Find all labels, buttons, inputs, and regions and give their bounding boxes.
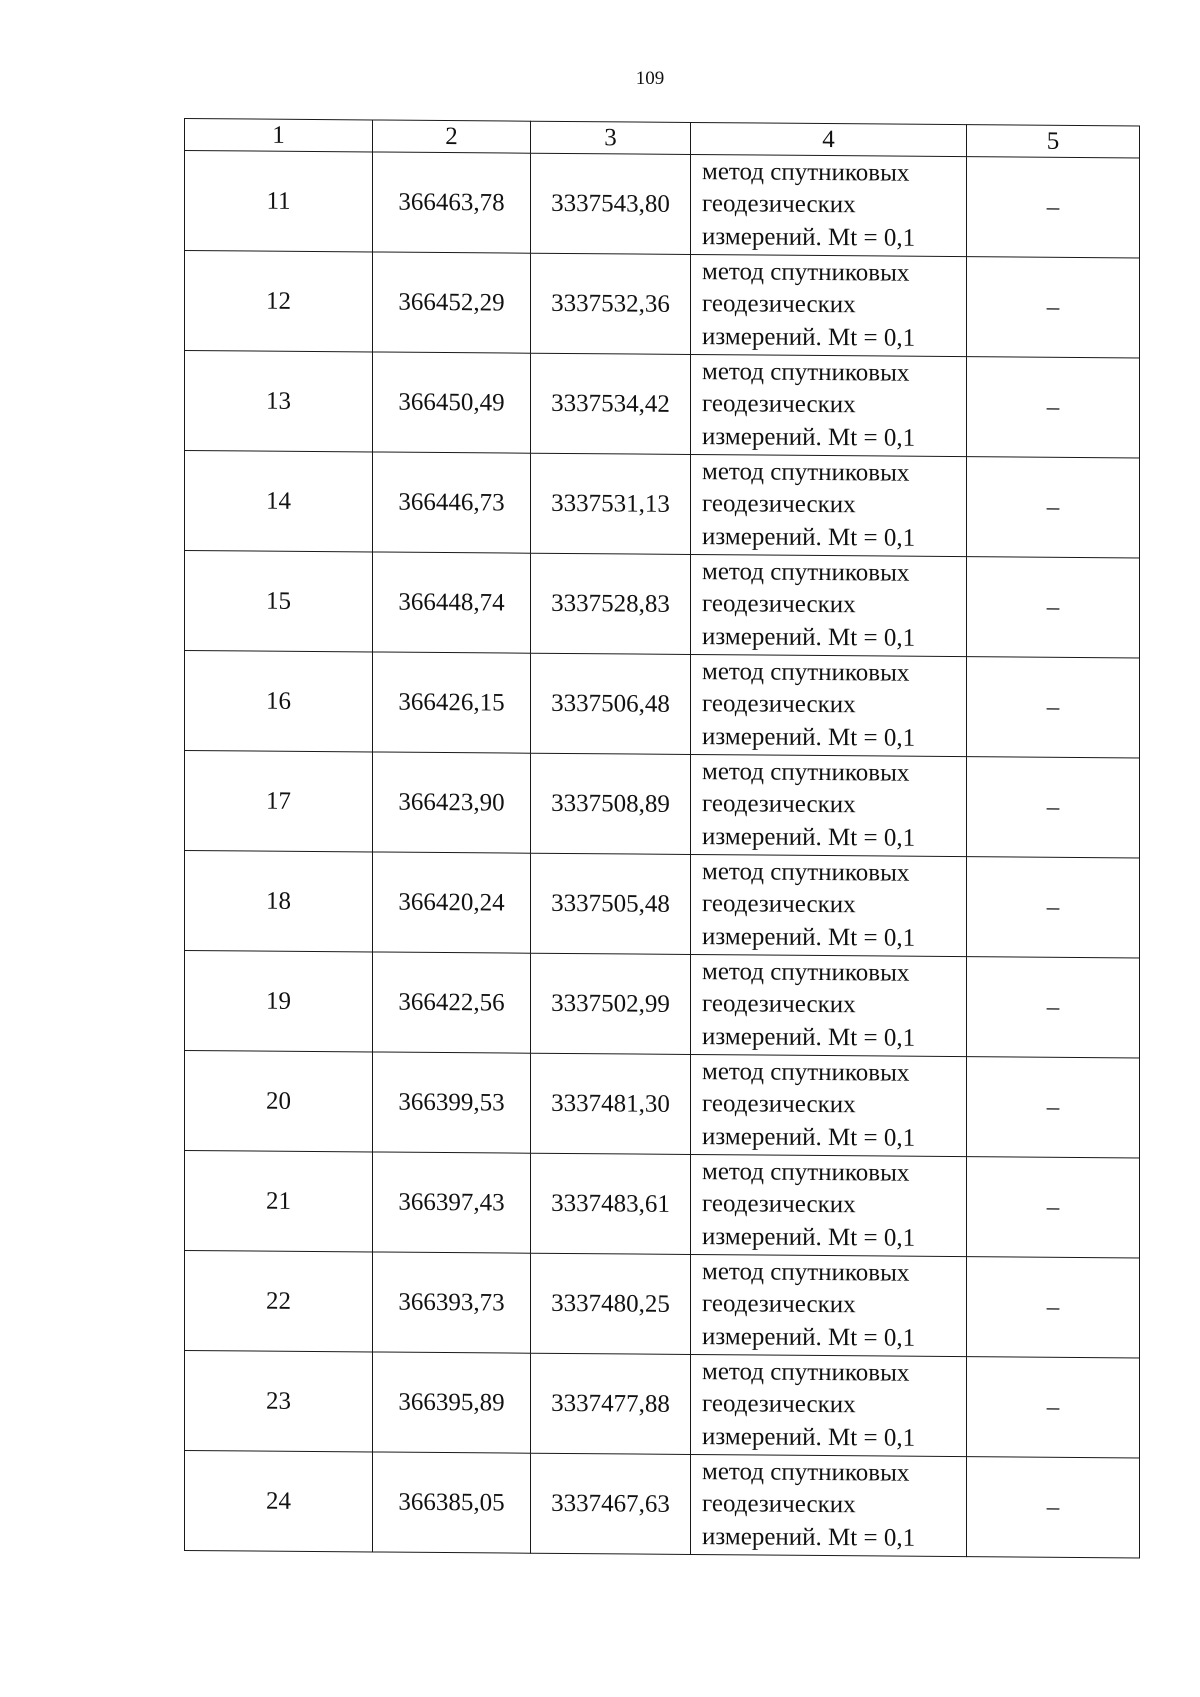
x-coordinate-cell: 366393,73	[373, 1252, 531, 1353]
point-number-cell: 24	[185, 1451, 373, 1552]
x-coordinate-cell: 366395,89	[373, 1352, 531, 1453]
method-line: геодезических	[702, 1390, 856, 1419]
note-cell: –	[967, 157, 1140, 258]
method-cell	[691, 1054, 967, 1156]
method-cell	[691, 354, 967, 456]
x-coordinate-cell: 366423,90	[373, 752, 531, 853]
method-line: геодезических	[702, 890, 856, 919]
method-cell	[691, 454, 967, 556]
note-cell: –	[967, 257, 1140, 358]
method-line: измерений. Mt = 0,1	[702, 322, 916, 352]
header-col-5: 5	[967, 125, 1140, 158]
table-body	[185, 151, 1140, 1559]
method-line: измерений. Mt = 0,1	[702, 1422, 916, 1452]
table-row	[185, 751, 1140, 859]
note-cell: –	[967, 957, 1140, 1058]
point-number-cell: 12	[185, 251, 373, 352]
note-cell: –	[967, 657, 1140, 758]
y-coordinate-cell: 3337502,99	[531, 953, 691, 1054]
y-coordinate-cell: 3337543,80	[531, 153, 691, 254]
page-number: 109	[635, 68, 665, 89]
method-line: метод спутниковых	[702, 1457, 910, 1487]
table-row	[185, 651, 1140, 759]
method-line: измерений. Mt = 0,1	[702, 1222, 916, 1252]
method-cell	[691, 1254, 967, 1356]
method-line: метод спутниковых	[702, 857, 910, 887]
point-number-cell: 16	[185, 651, 373, 752]
method-line: измерений. Mt = 0,1	[702, 422, 916, 452]
method-line: метод спутниковых	[702, 457, 910, 487]
x-coordinate-cell: 366385,05	[373, 1452, 531, 1553]
method-line: метод спутниковых	[702, 757, 910, 787]
table-row	[185, 1251, 1140, 1359]
table-row	[185, 151, 1140, 259]
y-coordinate-cell: 3337483,61	[531, 1153, 691, 1254]
x-coordinate-cell: 366426,15	[373, 652, 531, 753]
x-coordinate-cell: 366452,29	[373, 252, 531, 353]
method-line: геодезических	[702, 990, 856, 1019]
method-line: метод спутниковых	[702, 1357, 910, 1387]
y-coordinate-cell: 3337532,36	[531, 253, 691, 354]
table-row	[185, 1351, 1140, 1459]
table-row	[185, 451, 1140, 559]
x-coordinate-cell: 366448,74	[373, 552, 531, 653]
point-number-cell: 20	[185, 1051, 373, 1152]
y-coordinate-cell: 3337534,42	[531, 353, 691, 454]
y-coordinate-cell: 3337508,89	[531, 753, 691, 854]
table-row	[185, 1451, 1140, 1559]
y-coordinate-cell: 3337477,88	[531, 1353, 691, 1454]
method-cell	[691, 1454, 967, 1556]
method-line: измерений. Mt = 0,1	[702, 522, 916, 552]
table-row	[185, 251, 1140, 359]
method-line: измерений. Mt = 0,1	[702, 922, 916, 952]
method-line: измерений. Mt = 0,1	[702, 622, 916, 652]
method-cell	[691, 1354, 967, 1456]
y-coordinate-cell: 3337481,30	[531, 1053, 691, 1154]
point-number-cell: 18	[185, 851, 373, 952]
table-row	[185, 951, 1140, 1059]
method-line: геодезических	[702, 1290, 856, 1319]
point-number-cell: 11	[185, 151, 373, 252]
method-line: измерений. Mt = 0,1	[702, 1522, 916, 1552]
point-number-cell: 17	[185, 751, 373, 852]
point-number-cell: 21	[185, 1151, 373, 1252]
method-cell	[691, 654, 967, 756]
note-cell: –	[967, 1457, 1140, 1558]
method-line: метод спутниковых	[702, 257, 910, 287]
x-coordinate-cell: 366420,24	[373, 852, 531, 953]
method-line: геодезических	[702, 390, 856, 419]
y-coordinate-cell: 3337506,48	[531, 653, 691, 754]
method-line: геодезических	[702, 190, 856, 219]
method-line: геодезических	[702, 1090, 856, 1119]
method-line: метод спутниковых	[702, 957, 910, 987]
table-row	[185, 851, 1140, 959]
point-number-cell: 22	[185, 1251, 373, 1352]
method-line: измерений. Mt = 0,1	[702, 1022, 916, 1052]
point-number-cell: 15	[185, 551, 373, 652]
method-line: геодезических	[702, 790, 856, 819]
coordinates-table	[184, 118, 1140, 1559]
note-cell: –	[967, 457, 1140, 558]
y-coordinate-cell: 3337480,25	[531, 1253, 691, 1354]
note-cell: –	[967, 1057, 1140, 1158]
method-cell	[691, 954, 967, 1056]
y-coordinate-cell: 3337528,83	[531, 553, 691, 654]
method-line: метод спутниковых	[702, 1157, 910, 1187]
x-coordinate-cell: 366463,78	[373, 152, 531, 253]
method-cell	[691, 854, 967, 956]
method-line: геодезических	[702, 490, 856, 519]
y-coordinate-cell: 3337467,63	[531, 1453, 691, 1554]
method-cell	[691, 754, 967, 856]
method-line: метод спутниковых	[702, 1057, 910, 1087]
table-row	[185, 351, 1140, 459]
point-number-cell: 23	[185, 1351, 373, 1452]
method-line: геодезических	[702, 690, 856, 719]
note-cell: –	[967, 757, 1140, 858]
header-col-1: 1	[185, 119, 373, 152]
method-line: измерений. Mt = 0,1	[702, 822, 916, 852]
x-coordinate-cell: 366422,56	[373, 952, 531, 1053]
note-cell: –	[967, 1257, 1140, 1358]
note-cell: –	[967, 1357, 1140, 1458]
note-cell: –	[967, 557, 1140, 658]
table-row	[185, 1151, 1140, 1259]
x-coordinate-cell: 366399,53	[373, 1052, 531, 1153]
x-coordinate-cell: 366446,73	[373, 452, 531, 553]
header-col-3: 3	[531, 121, 691, 154]
method-line: метод спутниковых	[702, 657, 910, 687]
note-cell: –	[967, 357, 1140, 458]
x-coordinate-cell: 366450,49	[373, 352, 531, 453]
point-number-cell: 19	[185, 951, 373, 1052]
note-cell: –	[967, 857, 1140, 958]
method-cell	[691, 254, 967, 356]
method-line: метод спутниковых	[702, 557, 910, 587]
method-line: измерений. Mt = 0,1	[702, 1322, 916, 1352]
method-line: геодезических	[702, 590, 856, 619]
method-line: геодезических	[702, 1190, 856, 1219]
header-col-2: 2	[373, 120, 531, 153]
y-coordinate-cell: 3337505,48	[531, 853, 691, 954]
method-line: метод спутниковых	[702, 157, 910, 187]
method-line: метод спутниковых	[702, 1257, 910, 1287]
header-col-4: 4	[691, 122, 967, 156]
point-number-cell: 14	[185, 451, 373, 552]
method-line: измерений. Mt = 0,1	[702, 722, 916, 752]
method-cell	[691, 554, 967, 656]
note-cell: –	[967, 1157, 1140, 1258]
method-line: геодезических	[702, 1490, 856, 1519]
method-line: измерений. Mt = 0,1	[702, 1122, 916, 1152]
table-row	[185, 1051, 1140, 1159]
method-line: геодезических	[702, 290, 856, 319]
method-cell	[691, 1154, 967, 1256]
method-line: измерений. Mt = 0,1	[702, 222, 916, 252]
point-number-cell: 13	[185, 351, 373, 452]
method-line: метод спутниковых	[702, 357, 910, 387]
table-row	[185, 551, 1140, 659]
method-cell	[691, 154, 967, 256]
x-coordinate-cell: 366397,43	[373, 1152, 531, 1253]
y-coordinate-cell: 3337531,13	[531, 453, 691, 554]
